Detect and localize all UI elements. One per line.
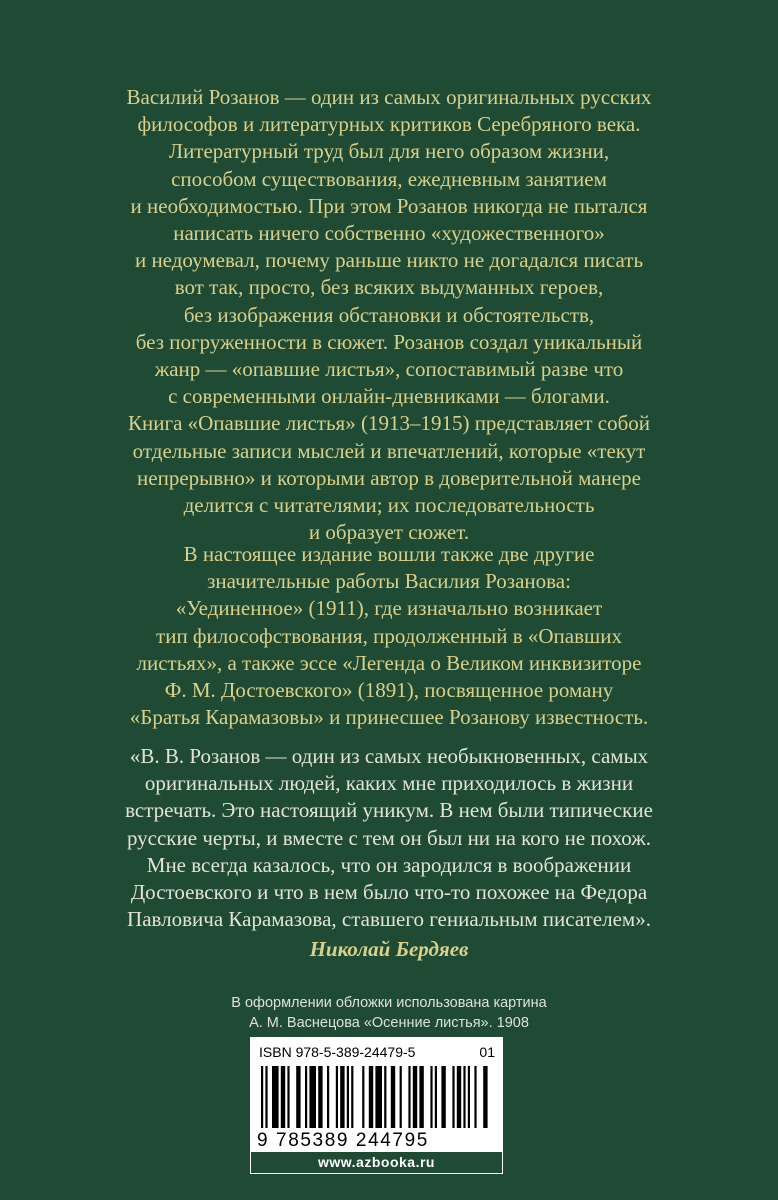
barcode-bar: [435, 1066, 437, 1128]
text-line: жанр — «опавшие листья», сопоставимый разве что: [154, 357, 624, 382]
barcode-bar: [281, 1066, 285, 1128]
text-line: с современными онлайн-дневниками — блогами.: [168, 384, 610, 409]
barcode-bar: [384, 1066, 386, 1128]
text-line: Мне всегда казалось, что он зародился в воображении: [146, 852, 632, 877]
text-line: «Уединенное» (1911), где изначально возникает: [175, 596, 603, 621]
barcode-bar: [287, 1066, 289, 1128]
barcode-bar: [375, 1066, 382, 1128]
text-line: философов и литературных критиков Серебряного века.: [137, 112, 641, 137]
barcode-bar: [318, 1066, 322, 1128]
text-line: встречать. Это настоящий уникум. В нем были типические: [125, 798, 653, 823]
barcode-bar: [347, 1066, 349, 1128]
barcode-bar: [391, 1066, 395, 1128]
barcode-bar: [408, 1066, 410, 1128]
barcode-digits: 9 785389 244795: [257, 1130, 429, 1151]
text-line: русские черты, и вместе с тем он был ни на кого не похож.: [126, 825, 652, 850]
description-paragraph: [60, 84, 718, 546]
credits-line: А. М. Васнецова «Осенние листья». 1908: [249, 1015, 529, 1031]
barcode-bar: [340, 1066, 344, 1128]
barcode-bar: [483, 1066, 487, 1128]
credits-line: В оформлении обложки использована картина: [231, 995, 547, 1011]
cover-art-credits: [0, 993, 778, 1033]
isbn-line: [259, 1044, 495, 1060]
barcode-bar: [369, 1066, 373, 1128]
text-line: «Братья Карамазовы» и принесшее Розанову известность.: [129, 705, 649, 730]
barcode-bar: [265, 1066, 267, 1128]
text-line: и необходимостью. При этом Розанов никогда не пытался: [130, 193, 648, 218]
text-line: и образует сюжет.: [308, 520, 470, 545]
text-line: Достоевского и что в нем было что-то похожее на Федора: [130, 880, 648, 905]
text-line: способом существования, ежедневным занятием: [171, 166, 607, 191]
text-line: непрерывно» и которыми автор в доверительной манере: [137, 465, 641, 490]
barcode-bar: [430, 1066, 432, 1128]
text-line: написать ничего собственно «художественного»: [173, 221, 605, 246]
text-line: Павловича Карамазова, ставшего гениальным писателем».: [127, 907, 651, 932]
barcode-bar: [362, 1066, 364, 1128]
text-line: Литературный труд был для него образом жизни,: [168, 139, 610, 164]
barcode-bar: [452, 1066, 454, 1128]
barcode-bar: [441, 1066, 445, 1128]
text-line: и недоумевал, почему раньше никто не догадался писать: [134, 248, 644, 273]
text-line: листьях», а также эссе «Легенда о Великом инквизиторе: [136, 650, 642, 675]
text-line: Василий Розанов — один из самых оригинальных русских: [126, 85, 652, 109]
text-line: Книга «Опавшие листья» (1913–1915) представляет собой: [127, 411, 651, 436]
barcode-bars: [261, 1066, 491, 1128]
barcode-bar: [309, 1066, 316, 1128]
barcode-bar: [457, 1066, 461, 1128]
text-line: вот так, просто, без всяких выдуманных героев,: [174, 275, 604, 300]
isbn-addon: 01: [479, 1044, 495, 1060]
text-line: без изображения обстановки и обстоятельств,: [183, 302, 595, 327]
barcode-bar: [272, 1066, 279, 1128]
isbn-number: ISBN 978-5-389-24479-5: [259, 1044, 416, 1060]
barcode-bar: [400, 1066, 402, 1128]
barcode-bar: [468, 1066, 470, 1128]
barcode-block: [250, 1037, 503, 1174]
text-line: отдельные записи мыслей и впечатлений, которые «текут: [132, 438, 646, 463]
barcode-bar: [413, 1066, 417, 1128]
barcode-bar: [351, 1066, 353, 1128]
barcode-bar: [305, 1066, 307, 1128]
quote-author: Николай Бердяев: [309, 937, 469, 961]
text-line: без погруженности в сюжет. Розанов создал уникальный: [135, 329, 643, 354]
publisher-url: www.azbooka.ru: [251, 1152, 502, 1173]
text-line: Ф. М. Достоевского» (1891), посвященное роману: [164, 678, 614, 703]
barcode-bar: [296, 1066, 300, 1128]
text-line: оригинальных людей, каких мне приходилось в жизни: [144, 771, 634, 796]
edition-paragraph: [60, 541, 718, 731]
text-line: значительные работы Василия Розанова:: [207, 569, 571, 594]
text-line: В настоящее издание вошли также две другие: [183, 542, 595, 566]
barcode-bar: [463, 1066, 465, 1128]
barcode-bar: [474, 1066, 476, 1128]
text-line: «В. В. Розанов — один из самых необыкновенных, самых: [129, 744, 649, 768]
barcode-bar: [336, 1066, 338, 1128]
barcode-bar: [261, 1066, 263, 1128]
barcode-bar: [327, 1066, 329, 1128]
text-line: тип философствования, продолженный в «Опавших: [156, 623, 622, 648]
barcode-bar: [419, 1066, 423, 1128]
text-line: делится с читателями; их последовательность: [183, 493, 595, 518]
quote-paragraph: [60, 743, 718, 933]
